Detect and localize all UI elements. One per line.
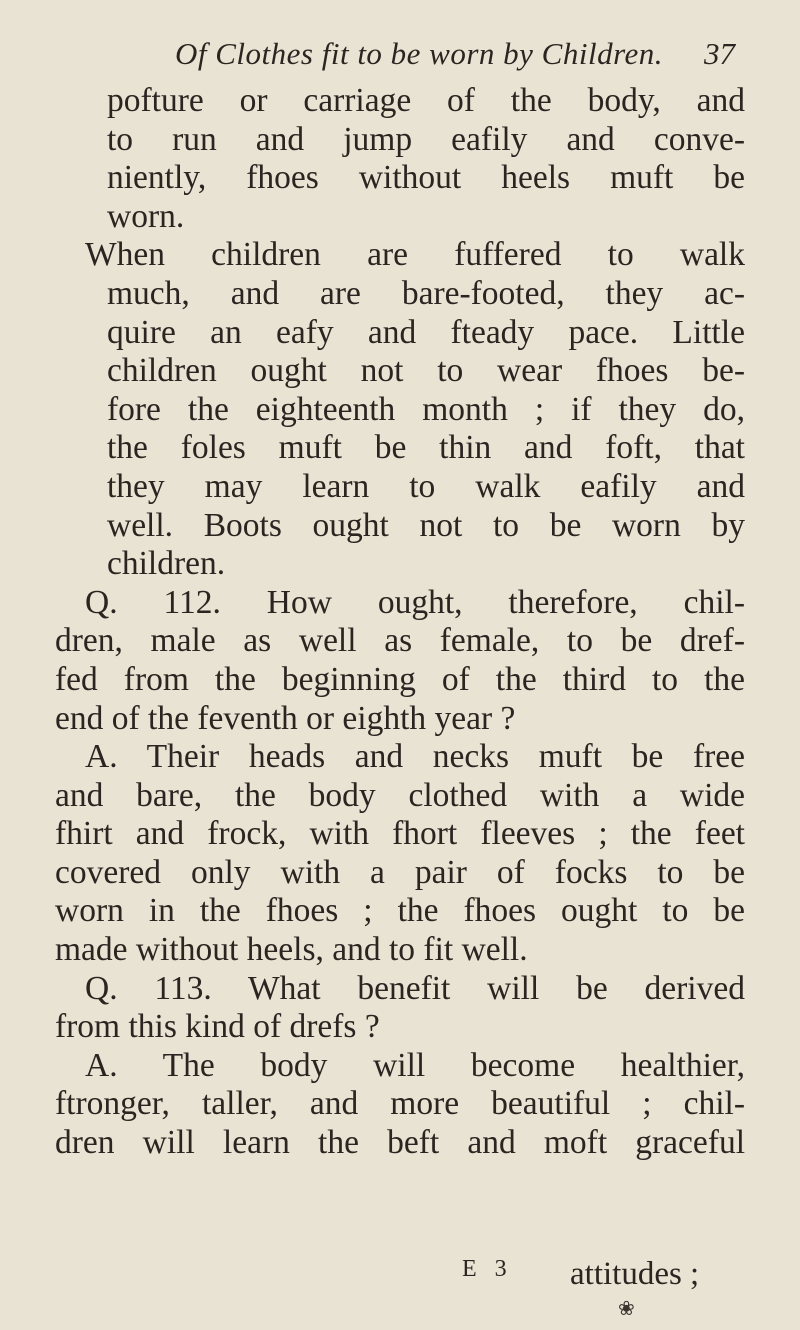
text-line: end of the feventh or eighth year ? (55, 699, 516, 737)
text-line: fed from the beginning of the third to the (55, 660, 745, 698)
text-line: the foles muft be thin and foft, that (107, 429, 745, 467)
text-line: ftronger, taller, and more beautiful ; chil- (55, 1085, 745, 1123)
signature-mark: E 3 (462, 1256, 513, 1282)
text-line: made without heels, and to fit well. (55, 931, 528, 969)
text-line: When children are fuffered to walk (85, 236, 745, 274)
question-line: Q. 113. What benefit will be derived (85, 969, 745, 1007)
text-line: children. (107, 545, 226, 583)
answer-line: A. The body will become healthier, (85, 1046, 745, 1084)
page-header (175, 36, 735, 76)
page-number: 37 (704, 36, 735, 71)
ink-mark-icon: ❀ (618, 1296, 635, 1320)
text-line: fore the eighteenth month ; if they do, (107, 390, 745, 428)
text-line: children ought not to wear fhoes be- (107, 352, 745, 390)
text-line: dren, male as well as female, to be dref- (55, 622, 745, 660)
text-line: well. Boots ought not to be worn by (107, 506, 745, 544)
question-line: Q. 112. How ought, therefore, chil- (85, 583, 745, 621)
catchword: attitudes ; (570, 1256, 700, 1292)
page-footer (0, 1256, 800, 1296)
text-line: pofture or carriage of the body, and (107, 82, 745, 119)
text-line: from this kind of drefs ? (55, 1008, 380, 1046)
body-text (55, 82, 745, 1163)
running-title: Of Clothes fit to be worn by Children. (175, 36, 664, 71)
text-line: covered only with a pair of focks to be (55, 853, 745, 891)
text-line: worn. (107, 197, 185, 235)
text-line: fhirt and frock, with fhort fleeves ; the feet (55, 815, 745, 853)
text-line: to run and jump eafily and conve- (107, 120, 745, 158)
text-line: quire an eafy and fteady pace. Little (107, 313, 745, 351)
text-line: dren will learn the beft and moft graceful (55, 1124, 745, 1162)
text-line: and bare, the body clothed with a wide (55, 776, 745, 814)
answer-line: A. Their heads and necks muft be free (85, 738, 745, 776)
text-line: they may learn to walk eafily and (107, 467, 745, 505)
text-line: worn in the fhoes ; the fhoes ought to be (55, 892, 745, 930)
text-line: much, and are bare-footed, they ac- (107, 274, 745, 312)
text-line: niently, fhoes without heels muft be (107, 159, 745, 197)
